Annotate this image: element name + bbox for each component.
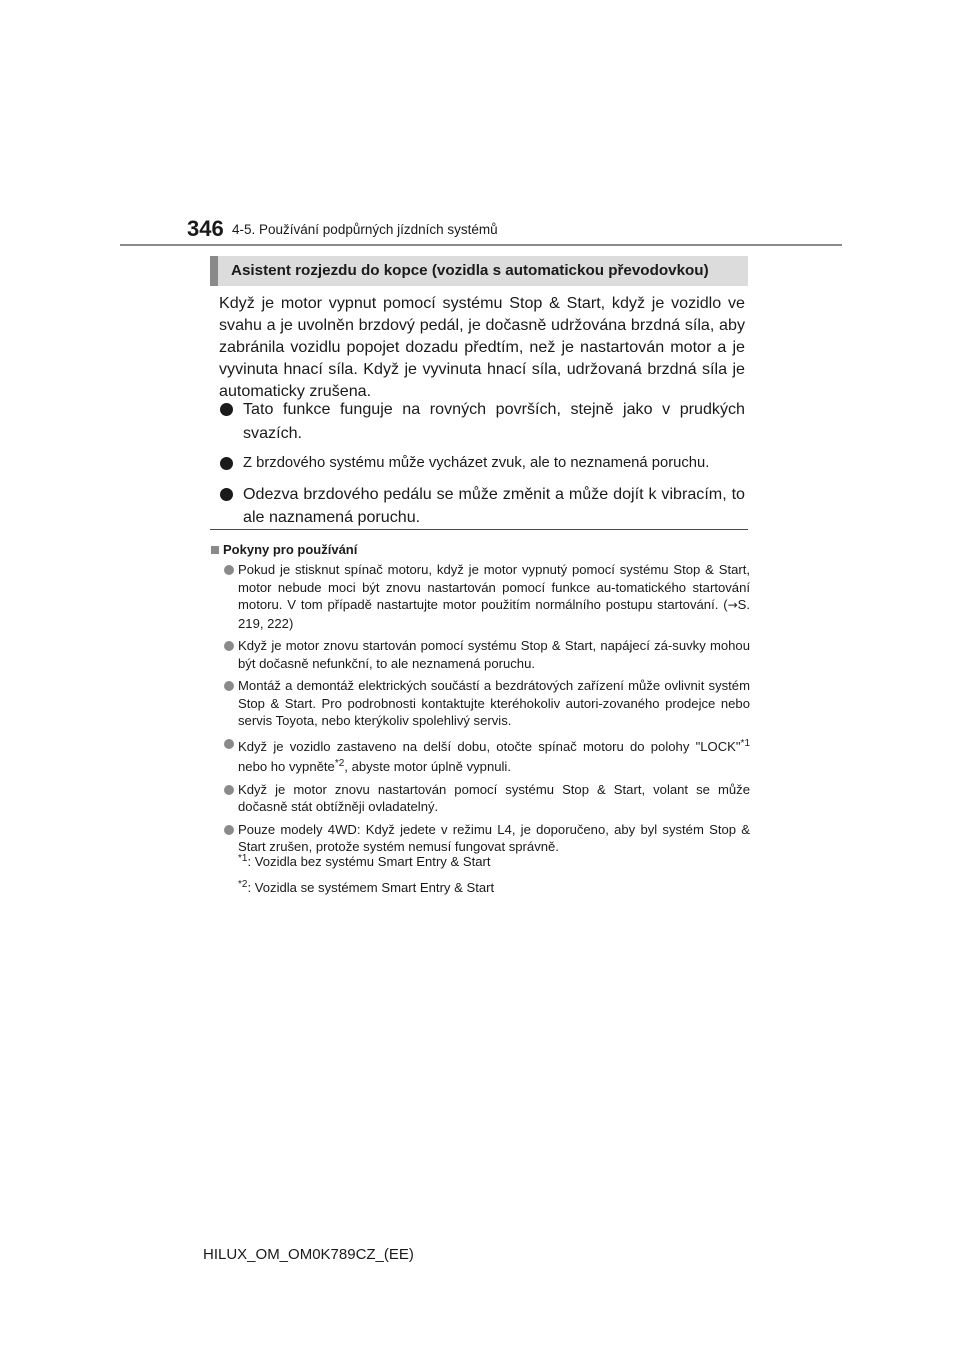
footnote — [238, 879, 494, 895]
list-item — [223, 735, 750, 776]
note-text: , abyste motor úplně vypnuli. — [344, 759, 511, 774]
footnote-mark: *2 — [238, 879, 248, 890]
list-item — [223, 677, 750, 730]
bullet-dot-icon — [224, 785, 234, 795]
square-marker-icon — [211, 546, 219, 554]
note-text: Když je vozidlo zastaveno na delší dobu, otočte spínač motoru do polohy "LOCK" — [238, 738, 741, 754]
note-text: Když je motor znovu startován pomocí systému Stop & Start, napájecí zá-suvky mohou být dočasně nefunkční, to ale neznamená poruchu. — [238, 638, 750, 671]
note-text: Pokud je stisknut spínač motoru, když je motor vypnutý pomocí systému Stop & Start, motor nebude moci být znovu nastartován pomocí funkce au-tomatického startování motoru. V tom případě nastartujte motor použitím normálního postupu startování. ( — [238, 562, 750, 612]
list-item — [223, 637, 750, 672]
chapter-title: 4-5. Používání podpůrných jízdních systémů — [232, 222, 498, 237]
list-item — [223, 821, 750, 856]
intro-paragraph: Když je motor vypnut pomocí systému Stop & Start, když je vozidlo ve svahu a je uvolněn brzdový pedál, je dočasně udržována brzdná síla, aby zabránila vozidlu popojet dozadu předtím, než je nastartován motor a je vyvinuta hnací síla. Když je vyvinuta hnací síla, udržovaná brzdná síla je automaticky zrušena. — [219, 294, 745, 400]
arrow-icon: → — [727, 598, 738, 612]
section-title: Asistent rozjezdu do kopce (vozidla s automatickou převodovkou) — [231, 262, 709, 279]
footnote-text: : Vozidla bez systému Smart Entry & Start — [247, 854, 491, 869]
bullet-dot-icon — [224, 641, 234, 651]
note-text: Když je motor znovu nastartován pomocí systému Stop & Start, volant se může dočasně stát obtížněji ovladatelný. — [238, 781, 750, 814]
notes-heading-label: Pokyny pro používání — [223, 542, 358, 557]
list-item — [219, 398, 745, 445]
list-item — [223, 781, 750, 816]
page-reference[interactable]: S. 219, 222) — [238, 597, 750, 631]
page-number: 346 — [187, 216, 224, 241]
bullet-dot-icon — [220, 403, 233, 416]
list-item — [219, 452, 745, 476]
list-item — [223, 561, 750, 632]
notes-heading — [211, 542, 357, 557]
note-text: Montáž a demontáž elektrických součástí a bezdrátových zařízení může ovlivnit systém Stop & Start. Pro podrobnosti kontaktujte kteréhokoliv autori-zovaného prodejce nebo servis Toyota, nebo kterýkoliv spolehlivý servis. — [238, 678, 750, 728]
bullet-dot-icon — [224, 739, 234, 749]
footnote-text: : Vozidla se systémem Smart Entry & Start — [247, 880, 495, 895]
section-title-bar — [210, 256, 748, 286]
notes-list — [223, 561, 750, 861]
header-rule — [120, 244, 842, 246]
bullet-list — [219, 398, 745, 537]
bullet-dot-icon — [224, 565, 234, 575]
document-footer: HILUX_OM_OM0K789CZ_(EE) — [203, 1246, 414, 1263]
bullet-dot-icon — [220, 457, 233, 470]
list-item — [219, 483, 745, 530]
bullet-text: Tato funkce funguje na rovných površích, stejně jako v prudkých svazích. — [243, 400, 745, 442]
note-text: nebo ho vypněte — [238, 759, 335, 774]
footnote-mark: *1 — [238, 853, 248, 864]
bullet-text: Odezva brzdového pedálu se může změnit a může dojít k vibracím, to ale naznamená poruchu. — [243, 484, 745, 526]
bullet-dot-icon — [220, 488, 233, 501]
footnote-mark: *1 — [740, 737, 750, 749]
bullet-dot-icon — [224, 681, 234, 691]
bullet-text: Z brzdového systému může vycházet zvuk, ale to neznamená poruchu. — [243, 455, 710, 471]
bullet-dot-icon — [224, 825, 234, 835]
footnote — [238, 853, 491, 869]
section-divider — [210, 529, 748, 530]
footnote-mark: *2 — [334, 758, 345, 769]
note-text: Pouze modely 4WD: Když jedete v režimu L4, je doporučeno, aby byl systém Stop & Start zrušen, protože systém nemusí fungovat správně. — [238, 821, 750, 854]
